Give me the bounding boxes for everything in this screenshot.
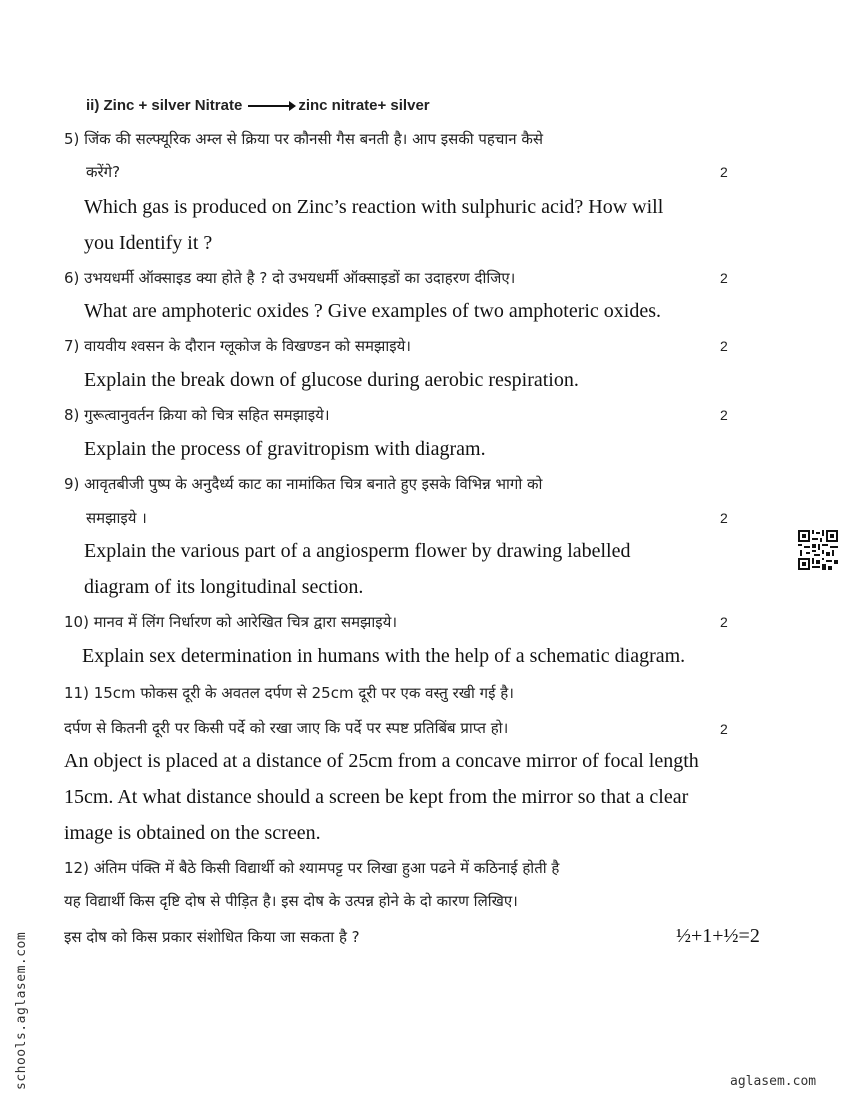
reaction-right: zinc nitrate+ silver (298, 97, 430, 114)
q7-hindi: 7) वायवीय श्वसन के दौरान ग्लूकोज के विखण्डन को समझाइये। (64, 337, 411, 355)
q9-hindi-line-2: समझाइये । (86, 509, 147, 527)
q6-english: What are amphoteric oxides ? Give examples of two amphoteric oxides. (84, 300, 662, 322)
line-ii (86, 97, 430, 114)
q9-english-line-2: diagram of its longitudinal section. (84, 576, 364, 598)
q11-hindi-line-2: दर्पण से कितनी दूरी पर किसी पर्दे को रखा जाए कि पर्दे पर स्पष्ट प्रतिबिंब प्राप्त हो। (64, 719, 509, 737)
footer-watermark: aglasem.com (730, 1074, 817, 1089)
q9-english-line-1: Explain the various part of a angiosperm flower by drawing labelled (84, 540, 631, 562)
q5-marks: 2 (720, 164, 728, 180)
qr-code-icon (798, 530, 838, 570)
q5-english-line-2: you Identify it ? (84, 232, 213, 254)
q5-hindi-line-1: 5) जिंक की सल्फ्यूरिक अम्ल से क्रिया पर कौनसी गैस बनती है। आप इसकी पहचान कैसे (64, 130, 544, 148)
q11-english-line-3: image is obtained on the screen. (64, 822, 321, 844)
arrow-icon (248, 105, 290, 107)
q5-hindi-line-2: करेंगे? (86, 163, 121, 181)
q6-marks: 2 (720, 270, 728, 286)
q10-marks: 2 (720, 614, 728, 630)
q12-hindi-line-1: 12) अंतिम पंक्ति में बैठे किसी विद्यार्थी को श्यामपट्ट पर लिखा हुआ पढने में कठिनाई होती है (64, 859, 560, 877)
q11-english-line-1: An object is placed at a distance of 25cm from a concave mirror of focal length (64, 750, 699, 772)
q12-hindi-line-3: इस दोष को किस प्रकार संशोधित किया जा सकता है ? (64, 928, 360, 946)
q6-hindi: 6) उभयधर्मी ऑक्साइड क्या होते है ? दो उभयधर्मी ऑक्साइडों का उदाहरण दीजिए। (64, 269, 516, 287)
q8-marks: 2 (720, 407, 728, 423)
q9-hindi-line-1: 9) आवृतबीजी पुष्प के अनुदैर्ध्य काट का नामांकित चित्र बनाते हुए इसके विभिन्न भागो को (64, 475, 543, 493)
q10-english: Explain sex determination in humans with the help of a schematic diagram. (82, 645, 686, 667)
q7-english: Explain the break down of glucose during aerobic respiration. (84, 369, 579, 391)
q8-english: Explain the process of gravitropism with diagram. (84, 438, 486, 460)
q7-marks: 2 (720, 338, 728, 354)
q11-hindi-line-1: 11) 15cm फोकस दूरी के अवतल दर्पण से 25cm दूरी पर एक वस्तु रखी गई है। (64, 684, 514, 702)
side-watermark: schools.aglasem.com (14, 931, 29, 1090)
reaction-left: ii) Zinc + silver Nitrate (86, 97, 243, 114)
q11-english-line-2: 15cm. At what distance should a screen be kept from the mirror so that a clear (64, 786, 689, 808)
q10-hindi: 10) मानव में लिंग निर्धारण को आरेखित चित्र द्वारा समझाइये। (64, 613, 398, 631)
q12-marks: ½+1+½=2 (676, 925, 760, 947)
q11-marks: 2 (720, 721, 728, 737)
q8-hindi: 8) गुरूत्वानुवर्तन क्रिया को चित्र सहित समझाइये। (64, 406, 330, 424)
q9-marks: 2 (720, 510, 728, 526)
q12-hindi-line-2: यह विद्यार्थी किस दृष्टि दोष से पीड़ित है। इस दोष के उत्पन्न होने के दो कारण लिखिए। (64, 892, 518, 910)
q5-english-line-1: Which gas is produced on Zinc’s reaction with sulphuric acid? How will (84, 196, 664, 218)
